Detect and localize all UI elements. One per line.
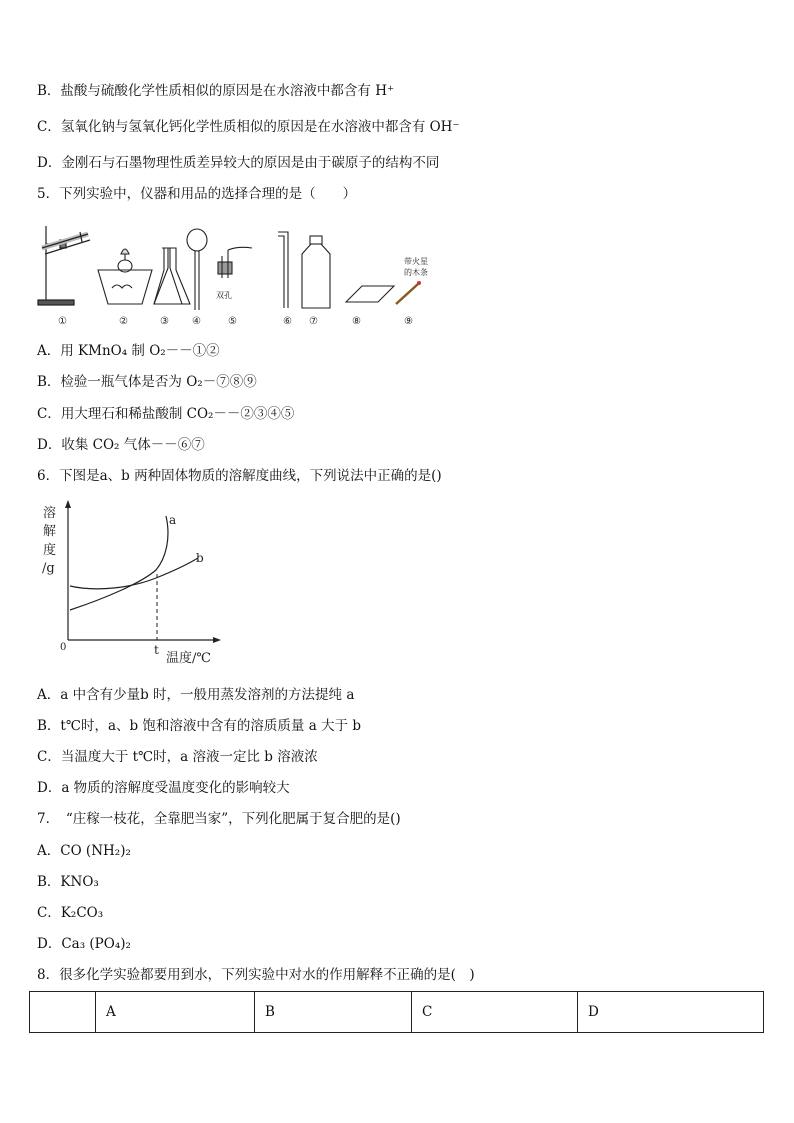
q6-stem: 6．下图是a、b 两种固体物质的溶解度曲线，下列说法中正确的是() (37, 468, 442, 484)
q7-option-a: A．CO (NH₂)₂ (37, 843, 131, 859)
q5-option-a: A．用 KMnO₄ 制 O₂－－①② (37, 343, 220, 359)
apparatus-label-5: ⑤ (228, 316, 237, 327)
q6-option-a: A．a 中含有少量b 时，一般用蒸发溶剂的方法提纯 a (37, 687, 355, 703)
y-label-char-3: 度 (43, 543, 57, 558)
x-axis-arrow (213, 637, 221, 643)
q6-option-d: D．a 物质的溶解度受温度变化的影响较大 (37, 780, 290, 796)
q7-option-b: B．KNO₃ (37, 874, 99, 890)
q5-option-c: C．用大理石和稀盐酸制 CO₂－－②③④⑤ (37, 406, 295, 422)
q4-option-c: C．氢氧化钠与氢氧化钙化学性质相似的原因是在水溶液中都含有 OH⁻ (37, 119, 460, 135)
apparatus-label-6: ⑥ (283, 316, 292, 327)
origin-label: 0 (60, 642, 67, 653)
apparatus-label-7: ⑦ (309, 316, 318, 327)
curve-b (70, 558, 198, 589)
lab-apparatus-figure (30, 218, 430, 330)
splint-tag-line1: 带火星 (404, 257, 428, 266)
funnel-icon (187, 229, 207, 310)
q5-option-b: B．检验一瓶气体是否为 O₂－⑦⑧⑨ (37, 374, 257, 390)
apparatus-label-8: ⑧ (352, 316, 361, 327)
x-tick-t: t (154, 643, 159, 657)
table-row (30, 992, 764, 1033)
y-label-char-2: 解 (43, 524, 57, 539)
q6-option-c: C．当温度大于 t℃时，a 溶液一定比 b 溶液浓 (37, 749, 318, 765)
table-header-blank (30, 992, 96, 1033)
q7-option-c: C．K₂CO₃ (37, 905, 104, 921)
q5-stem: 5．下列实验中，仪器和用品的选择合理的是（ ） (37, 186, 357, 202)
y-label-char-4: /g (42, 561, 55, 576)
double-hole-tag: 双孔 (216, 291, 232, 300)
double-hole-stopper-icon (216, 247, 252, 300)
curve-a (70, 516, 168, 610)
alcohol-lamp-icon (98, 249, 152, 304)
apparatus-label-1: ① (58, 316, 67, 327)
series-label-a: a (169, 513, 177, 527)
y-label-char-1: 溶 (43, 506, 57, 521)
table-header-b: B (255, 992, 412, 1033)
gas-collecting-bottle-icon (302, 236, 330, 308)
apparatus-label-9: ⑨ (404, 316, 413, 327)
q6-option-b: B．t℃时，a、b 饱和溶液中含有的溶质质量 a 大于 b (37, 718, 361, 734)
x-axis-label: 温度/℃ (166, 651, 211, 666)
series-label-b: b (196, 551, 204, 565)
q8-answer-table (29, 991, 764, 1033)
q7-stem: 7． “庄稼一枝花，全靠肥当家”，下列化肥属于复合肥的是() (37, 811, 401, 827)
table-header-a: A (96, 992, 255, 1033)
splint-tag-line2: 的木条 (404, 268, 428, 277)
apparatus-label-4: ④ (192, 316, 201, 327)
apparatus-label-3: ③ (160, 316, 169, 327)
solubility-chart (36, 498, 236, 670)
y-axis-arrow (65, 500, 71, 508)
bent-glass-tube-icon (278, 232, 288, 308)
glowing-splint-icon (396, 256, 428, 304)
iron-stand-with-test-tube-icon (38, 226, 90, 305)
q4-option-d: D．金刚石与石墨物理性质差异较大的原因是由于碳原子的结构不同 (37, 155, 440, 171)
conical-flask-icon (154, 248, 190, 304)
q8-stem: 8．很多化学实验都要用到水，下列实验中对水的作用解释不正确的是( ) (37, 967, 475, 983)
q5-option-d: D．收集 CO₂ 气体－－⑥⑦ (37, 437, 205, 453)
q7-option-d: D．Ca₃ (PO₄)₂ (37, 936, 131, 952)
table-header-c: C (412, 992, 578, 1033)
q4-option-b: B．盐酸与硫酸化学性质相似的原因是在水溶液中都含有 H⁺ (37, 83, 395, 99)
apparatus-label-2: ② (119, 316, 128, 327)
glass-plate-icon (346, 286, 394, 302)
table-header-d: D (578, 992, 764, 1033)
